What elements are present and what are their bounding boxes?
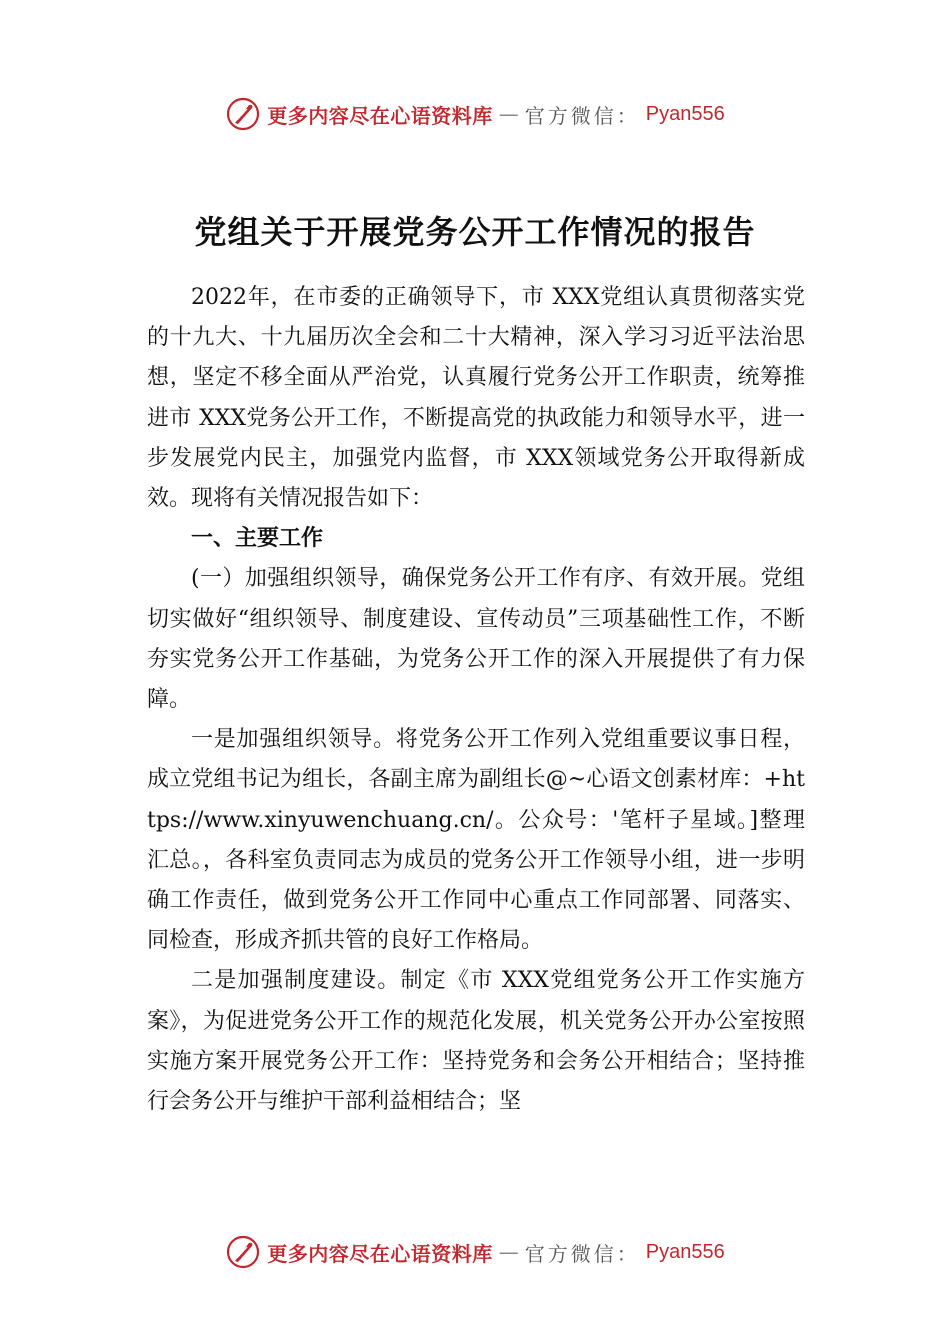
- document-body: [147, 278, 805, 1122]
- watermark-wechat-id: Pyan556: [645, 1240, 725, 1263]
- watermark-wechat-id: Pyan556: [645, 102, 725, 125]
- document-title: 党组关于开展党务公开工作情况的报告: [194, 213, 756, 252]
- section-heading-main-work: 一、主要工作: [191, 526, 324, 552]
- paragraph-organization-leadership: (一）加强组织领导，确保党务公开工作有序、有效开展。党组切实做好“组织领导、制度建设、宣传动员”三项基础性工作，不断夯实党务公开工作基础，为党务公开工作的深入开展提供了有力保障。: [147, 566, 805, 713]
- watermark-brand: 更多内容尽在心语资料库: [267, 1241, 493, 1266]
- top-watermark-banner: [0, 94, 950, 134]
- watermark-brand: 更多内容尽在心语资料库: [267, 103, 493, 128]
- quill-circle-logo-icon: [225, 1234, 261, 1270]
- watermark-wechat-label: 官方微信：: [524, 103, 640, 128]
- watermark-wechat-label: 官方微信：: [524, 1241, 640, 1266]
- watermark-dash: —: [498, 1240, 519, 1264]
- intro-paragraph: 2022年，在市委的正确领导下，市 XXX党组认真贯彻落实党的十九大、十九届历次全会和二十大精神，深入学习习近平法治思想，坚定不移全面从严治党，认真履行党务公开工作职责，统筹推进市 XXX党务公开工作，不断提高党的执政能力和领导水平，进一步发展党内民主，加强党内监督，市 XXX领域党务公开取得新成效。现将有关情况报告如下：: [147, 285, 805, 512]
- paragraph-point-one: 一是加强组织领导。将党务公开工作列入党组重要议事日程，成立党组书记为组长，各副主席为副组长@~心语文创素材库：+https://www.xinyuwenchuang.cn/。公众号：'笔杆子星域。]整理汇总。，各科室负责同志为成员的党务公开工作领导小组，进一步明确工作责任，做到党务公开工作同中心重点工作同部署、同落实、同检查，形成齐抓共管的良好工作格局。: [147, 727, 805, 954]
- bottom-watermark-banner: [0, 1232, 950, 1272]
- watermark-dash: —: [498, 102, 519, 126]
- quill-circle-logo-icon: [225, 96, 261, 132]
- paragraph-point-two: 二是加强制度建设。制定《市 XXX党组党务公开工作实施方案》，为促进党务公开工作的规范化发展，机关党务公开办公室按照实施方案开展党务公开工作：坚持党务和会务公开相结合；坚持推行会务公开与维护干部利益相结合；坚: [147, 968, 805, 1115]
